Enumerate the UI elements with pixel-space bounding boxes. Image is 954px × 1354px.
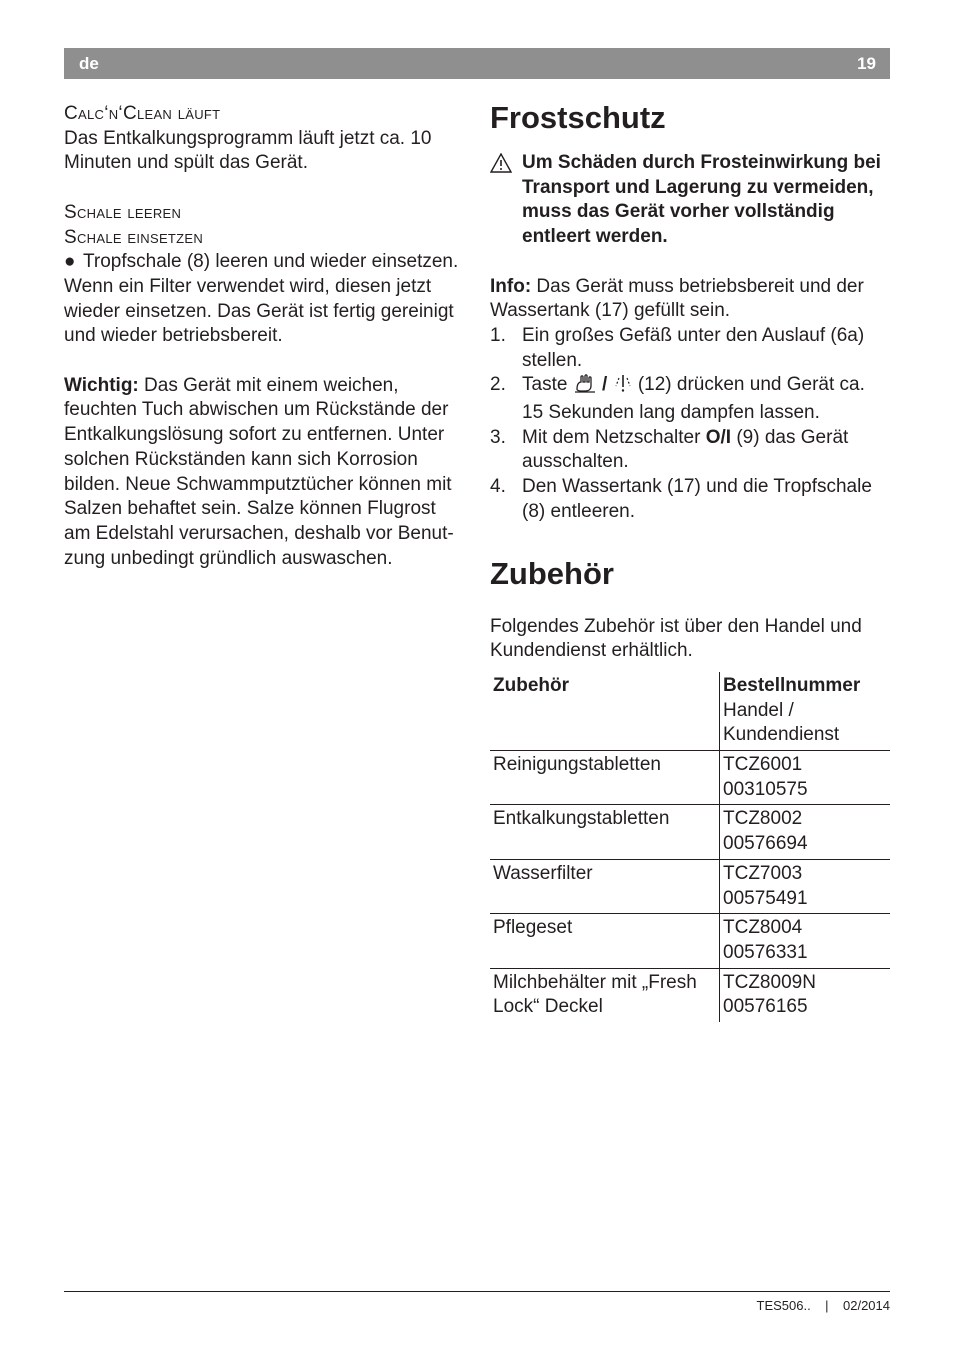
accessories-table (490, 672, 890, 1022)
heading-empty-tray: Schale leeren (64, 201, 182, 223)
info-text: Das Gerät muss betriebsbereit und der Wassertank (17) gefüllt sein. (490, 275, 864, 322)
page-footer (757, 1298, 891, 1313)
steam-hand-icon (573, 373, 597, 401)
order-number-cell: TCZ7003 00575491 (720, 859, 891, 913)
accessory-name: Milchbehälter mit „Fresh Lock“ Deckel (490, 968, 720, 1022)
order-number-cell: TCZ6001 00310575 (720, 751, 891, 805)
bullet-dot-icon: ● (64, 251, 76, 273)
section-title-accessories: Zubehör (490, 555, 614, 591)
step-number: 1. (490, 324, 506, 346)
step-item (490, 373, 890, 425)
table-row (490, 968, 890, 1022)
warning-paragraph (490, 151, 890, 250)
important-text: Das Gerät mit einem weichen, feuchten Tuch abwischen um Rückstände der Entkalkungslösung sofort zu entfernen. Unter solchen Rückständen kann sich Korrosion bilden. Neue Schwammputztücher können mit Salzen behaftet sein. Salze können Flugrost am Edelstahl verursachen, deshalb vor Benutzung unbedingt gründlich auswaschen. (64, 374, 454, 569)
important-label: Wichtig: (64, 374, 139, 396)
step-number: 4. (490, 476, 506, 498)
accessory-name: Reinigungstabletten (490, 751, 720, 805)
language-code: de (79, 54, 99, 73)
table-row (490, 914, 890, 968)
table-subheader: Handel / Kundendienst (723, 699, 840, 746)
steam-outlet-icon (613, 373, 633, 401)
step-item (490, 475, 890, 524)
step-item (490, 324, 890, 373)
right-column (490, 98, 890, 1022)
footer-separator: | (825, 1298, 829, 1313)
order-number-cell: TCZ8004 00576331 (720, 914, 891, 968)
step-item (490, 426, 890, 475)
accessory-name: Wasserfilter (490, 859, 720, 913)
step-text: Den Wassertank (17) und die Tropfschale (8) entleeren. (522, 476, 872, 522)
paragraph-info (490, 275, 890, 324)
section-title-frost: Frostschutz (490, 100, 666, 135)
table-row (490, 805, 890, 859)
warning-text: Um Schäden durch Frosteinwirkung bei Transport und Lagerung zu vermeiden, muss das Gerät vorher vollständig entleert werden. (522, 152, 881, 248)
step-text-pre: Taste (522, 374, 573, 396)
table-header-order-number: Bestellnummer Handel / Kundendienst (720, 672, 891, 751)
page-number: 19 (857, 54, 876, 73)
paragraph-running: Das Entkalkungsprogramm läuft jetzt ca. 10 Minuten und spült das Gerät. (64, 127, 432, 174)
table-header-row (490, 672, 890, 751)
step-number: 2. (490, 374, 506, 396)
table-row (490, 859, 890, 913)
footer-divider (64, 1291, 890, 1292)
page-header (64, 48, 890, 79)
bullet-item-drip-tray (64, 250, 464, 275)
warning-triangle-icon (490, 153, 512, 181)
table-header-accessory: Zubehör (493, 674, 569, 696)
power-switch-symbol: O/I (705, 426, 732, 448)
model-number: TES506.. (756, 1298, 811, 1313)
paragraph-filter: Wenn ein Filter verwendet wird, diesen jetzt wieder einsetzen. Das Gerät ist fertig gereinigt und wieder betriebsbereit. (64, 275, 454, 347)
paragraph-important (64, 374, 464, 572)
print-date: 02/2014 (843, 1298, 890, 1313)
table-row (490, 751, 890, 805)
step-text-post: (9) das Gerät ausschalten. (522, 426, 849, 473)
left-column (64, 102, 464, 571)
frost-steps-list (490, 324, 890, 525)
step-text-post: (12) drücken und Gerät ca. 15 Sekunden lang dampfen lassen. (522, 374, 865, 424)
accessory-name: Entkalkungstabletten (490, 805, 720, 859)
heading-insert-tray: Schale einsetzen (64, 226, 204, 248)
icon-separator: / (596, 374, 613, 396)
step-number: 3. (490, 426, 506, 448)
bullet-text: Tropfschale (8) leeren und wieder einsetzen. (83, 251, 459, 273)
order-number-cell: TCZ8009N 00576165 (720, 968, 891, 1022)
order-number-cell: TCZ8002 00576694 (720, 805, 891, 859)
heading-calc-clean-running: Calc‘n‘Clean läuft (64, 103, 221, 124)
accessories-intro: Folgendes Zubehör ist über den Handel und Kundendienst erhältlich. (490, 615, 862, 662)
step-text-pre: Mit dem Netzschalter (522, 426, 706, 448)
info-label: Info: (490, 275, 532, 297)
accessory-name: Pflegeset (490, 914, 720, 968)
step-text: Ein großes Gefäß unter den Auslauf (6a) stellen. (522, 324, 865, 371)
